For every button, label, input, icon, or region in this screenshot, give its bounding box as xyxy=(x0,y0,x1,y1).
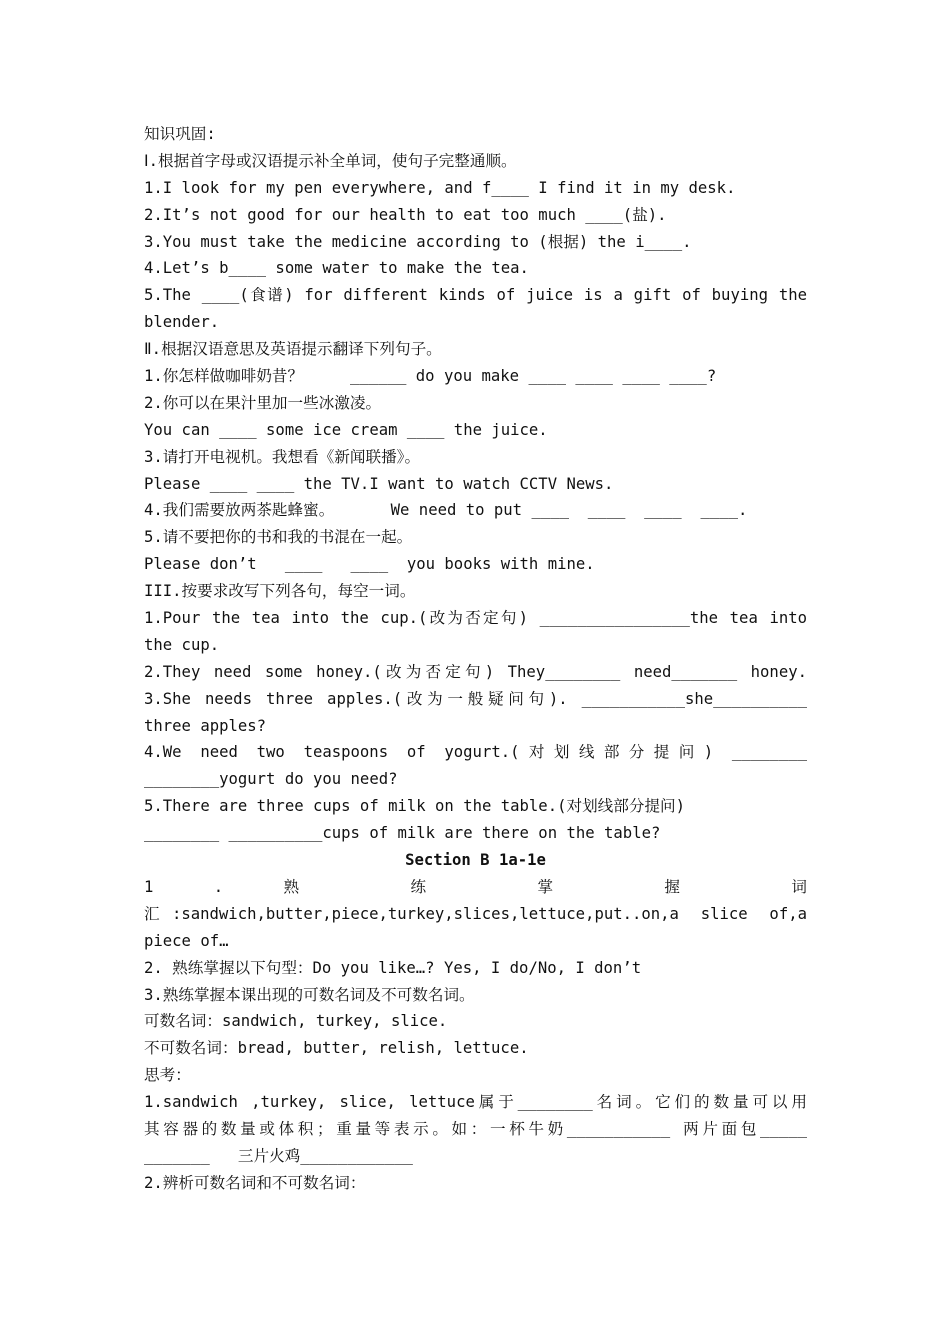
exercise-line: 5.请不要把你的书和我的书混在一起。 xyxy=(144,528,413,547)
exercise-line: blender. xyxy=(144,313,220,332)
exercise-line: Please don’t ____ ____ you books with mine. xyxy=(144,555,595,574)
exercise-line: 4.Let’s b____ some water to make the tea. xyxy=(144,259,529,278)
uncountable-nouns: 不可数名词：bread, butter, relish, lettuce. xyxy=(144,1039,529,1058)
exercise-line: 4.We need two teaspoons of yogurt.(对划线部分提问) ________ xyxy=(144,743,807,762)
thinking-line: 2.辨析可数名词和不可数名词： xyxy=(144,1173,366,1192)
exercise-line: three apples? xyxy=(144,716,267,735)
part-three-title: III.按要求改写下列各句，每空一词。 xyxy=(144,582,416,601)
exercise-line: 3.She needs three apples.(改为一般疑问句). ___________she__________ xyxy=(144,689,807,708)
objective-line: 2. 熟练掌握以下句型：Do you like…? Yes, I do/No, I don’t xyxy=(144,958,642,977)
exercise-line: You can ____ some ice cream ____ the juice. xyxy=(144,420,548,439)
thinking-line: 其容器的数量或体积；重量等表示。如：一杯牛奶___________ 两片面包_____ xyxy=(144,1119,807,1138)
exercise-line: 5.The ____(食谱) for different kinds of juice is a gift of buying the xyxy=(144,286,807,305)
objective-line: 1 . 熟 练 掌 握 词 xyxy=(144,877,807,896)
exercise-line: 3.请打开电视机。我想看《新闻联播》。 xyxy=(144,447,421,466)
thinking-heading: 思考： xyxy=(144,1066,191,1085)
countable-nouns: 可数名词：sandwich, turkey, slice. xyxy=(144,1012,448,1031)
exercise-line: 2.你可以在果汁里加一些冰激凌。 xyxy=(144,393,382,412)
exercise-line: 4.我们需要放两茶匙蜂蜜。 We need to put ____ ____ ____ ____. xyxy=(144,501,748,520)
exercise-line: ________ __________cups of milk are there on the table? xyxy=(144,824,661,843)
exercise-line: 2.It’s not good for our health to eat too much ____(盐). xyxy=(144,205,667,224)
exercise-line: Please ____ ____ the TV.I want to watch CCTV News. xyxy=(144,474,614,493)
objective-line: 3.熟练掌握本课出现的可数名词及不可数名词。 xyxy=(144,985,475,1004)
objective-line: piece of… xyxy=(144,931,229,950)
exercise-line: 3.You must take the medicine according to (根据) the i____. xyxy=(144,232,692,251)
objective-line: 汇:sandwich,butter,piece,turkey,slices,lettuce,put..on,a slice of,a xyxy=(144,904,807,923)
exercise-line: 1.你怎样做咖啡奶昔？ ______ do you make ____ ____ ____ ____? xyxy=(144,367,717,386)
section-heading: 知识巩固: xyxy=(144,125,216,143)
exercise-line: 2.They need some honey.(改为否定句) They________ need_______ honey. xyxy=(144,662,807,681)
exercise-line: 1.I look for my pen everywhere, and f____ I find it in my desk. xyxy=(144,178,736,197)
thinking-line: _______ 三片火鸡____________ xyxy=(144,1146,413,1165)
exercise-line: 1.Pour the tea into the cup.(改为否定句) ________________the tea into xyxy=(144,609,807,628)
exercise-line: the cup. xyxy=(144,635,220,654)
worksheet-text xyxy=(144,121,807,1197)
section-b-title: Section B 1a-1e xyxy=(405,851,546,870)
thinking-line: 1.sandwich ,turkey, slice, lettuce属于________名词。它们的数量可以用 xyxy=(144,1093,807,1112)
exercise-line: 5.There are three cups of milk on the table.(对划线部分提问) xyxy=(144,797,686,816)
part-two-title: Ⅱ.根据汉语意思及英语提示翻译下列句子。 xyxy=(144,340,442,359)
part-one-title: Ⅰ.根据首字母或汉语提示补全单词，使句子完整通顺。 xyxy=(144,151,517,170)
exercise-line: ________yogurt do you need? xyxy=(144,770,398,789)
